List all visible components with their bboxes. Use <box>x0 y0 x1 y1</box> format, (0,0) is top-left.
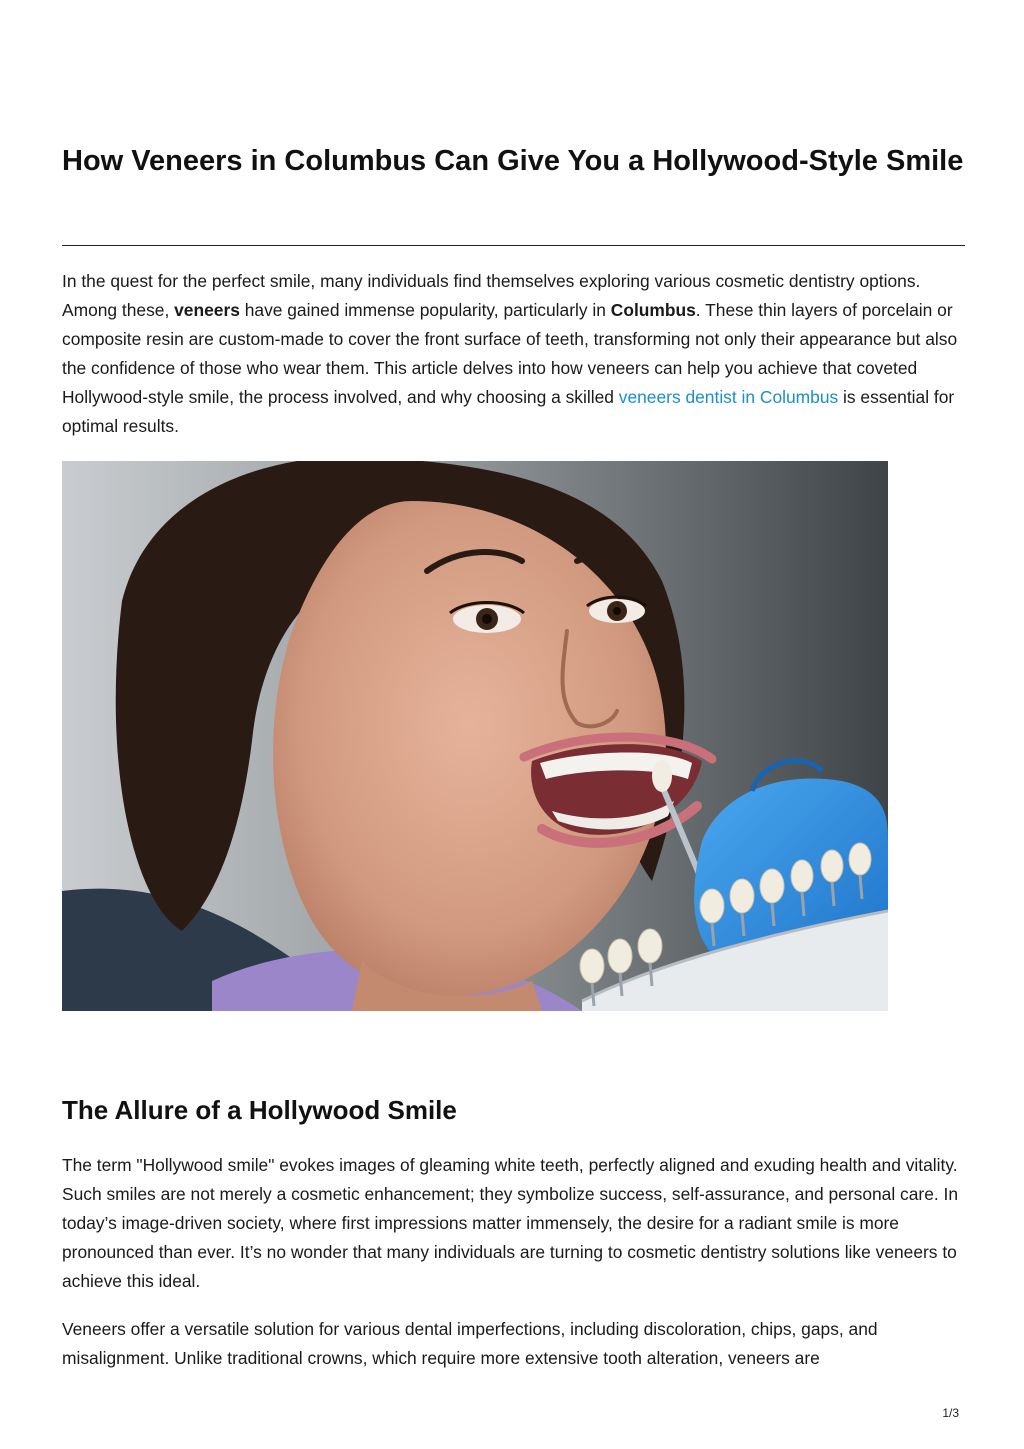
dental-patient-photo <box>62 461 888 1011</box>
article-title: How Veneers in Columbus Can Give You a Hollywood-Style Smile <box>62 145 964 177</box>
intro-text-2: have gained immense popularity, particularly in <box>239 300 611 320</box>
intro-text-1: In the quest for the perfect smile, many individuals find themselves exploring various cosmetic dentistry options. Among these, <box>62 271 921 320</box>
hollywood-smile-paragraph: The term "Hollywood smile" evokes images of gleaming white teeth, perfectly aligned and exuding health and vitality. Such smiles are not merely a cosmetic enhancement; they symbolize success, self-assurance, and personal care. In today’s image-driven society, where first impressions matter immensely, the desire for a radiant smile is more pronounced than ever. It’s no wonder that many individuals are turning to cosmetic dentistry solutions like veneers to achieve this ideal. <box>62 1155 959 1291</box>
section-heading-hollywood-smile: The Allure of a Hollywood Smile <box>62 1095 457 1125</box>
intro-text-4: is essential for optimal results. <box>62 387 955 436</box>
intro-text-3: . These thin layers of porcelain or composite resin are custom-made to cover the front surface of teeth, transforming not only their appearance but also the confidence of those who wear them. This article delves into how veneers can help you achieve that coveted Hollywood-style smile, the process involved, and why choosing a skilled <box>62 300 958 407</box>
intro-bold-veneers: veneers <box>174 300 240 320</box>
page-number: 1/3 <box>942 1406 959 1420</box>
veneers-dentist-link[interactable]: veneers dentist in Columbus <box>618 387 839 407</box>
veneers-solution-paragraph: Veneers offer a versatile solution for various dental imperfections, including discoloration, chips, gaps, and misalignment. Unlike traditional crowns, which require more extensive tooth alteration, veneers are <box>62 1319 878 1368</box>
intro-paragraph <box>62 267 965 441</box>
title-divider <box>62 245 965 246</box>
intro-bold-columbus: Columbus <box>610 300 696 320</box>
